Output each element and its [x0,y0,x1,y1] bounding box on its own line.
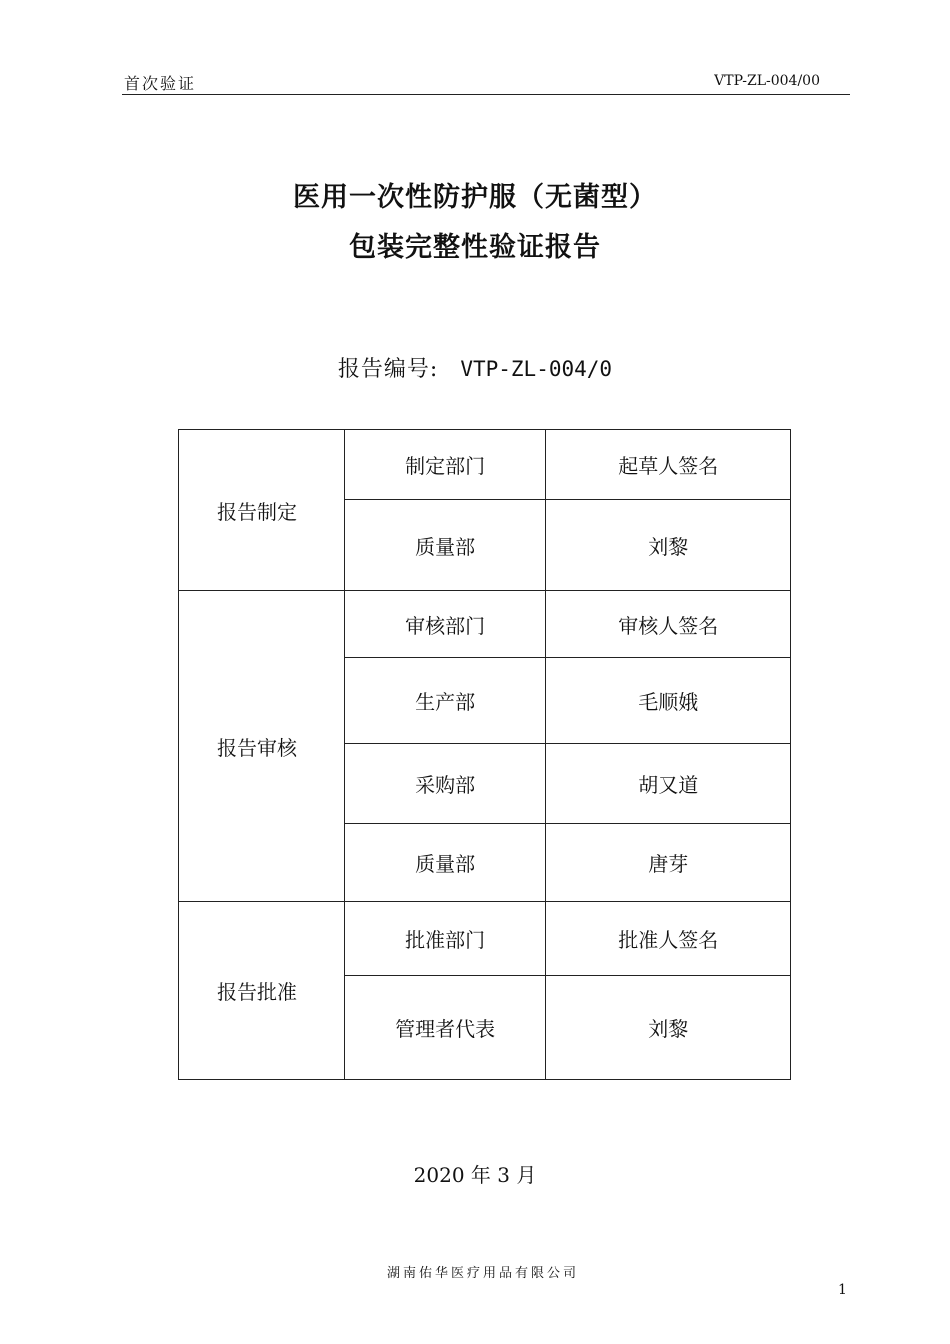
signer-cell: 唐芽 [546,824,791,902]
document-title-line-1: 医用一次性防护服（无菌型） [293,182,657,213]
page-number: 1 [838,1282,847,1298]
dept-cell: 质量部 [344,500,546,591]
group-label-approve: 报告批准 [179,902,345,1080]
company-name-footer: 湖南佑华医疗用品有限公司 [386,1266,579,1281]
report-number-label: 报告编号: [337,357,439,382]
signer-cell: 刘黎 [546,500,791,591]
signer-cell: 刘黎 [546,976,791,1080]
report-number [0,352,950,383]
dept-cell: 质量部 [344,824,546,902]
dept-cell: 制定部门 [344,430,546,500]
signature-table [178,429,791,1080]
dept-cell: 审核部门 [344,591,546,658]
signer-cell: 毛顺娥 [546,658,791,744]
dept-cell: 生产部 [344,658,546,744]
dept-cell: 批准部门 [344,902,546,976]
group-label-prepare: 报告制定 [179,430,345,591]
header-document-code: VTP-ZL-004/00 [714,73,820,89]
signer-cell: 审核人签名 [546,591,791,658]
report-number-value: VTP-ZL-004/0 [460,357,613,381]
signer-cell: 起草人签名 [546,430,791,500]
dept-cell: 采购部 [344,744,546,824]
table-row [179,591,791,658]
report-date: 2020 年 3 月 [413,1163,537,1187]
table-row [179,902,791,976]
page-header [122,68,850,95]
header-left-text: 首次验证 [124,74,197,93]
document-title-line-2: 包装完整性验证报告 [349,232,601,263]
signer-cell: 胡又道 [546,744,791,824]
table-row [179,430,791,500]
group-label-review: 报告审核 [179,591,345,902]
signer-cell: 批准人签名 [546,902,791,976]
dept-cell: 管理者代表 [344,976,546,1080]
